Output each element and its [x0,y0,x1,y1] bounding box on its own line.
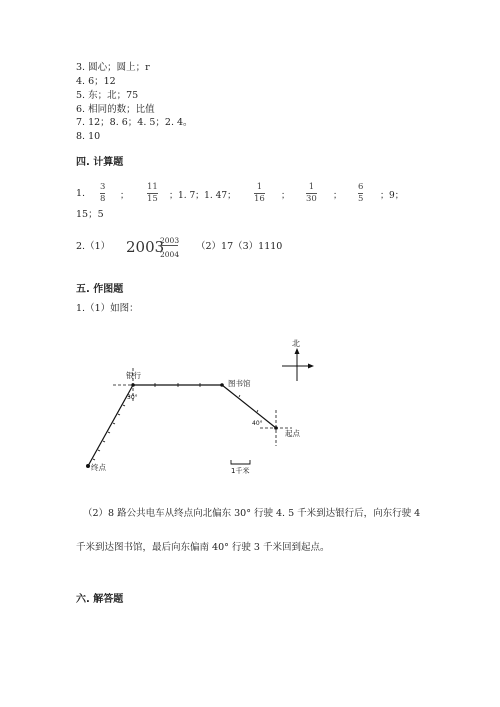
fraction-numerator: 1 [308,182,315,192]
q2-rest: （2）17（3）1110 [196,241,283,252]
section-5-answer-line-1: （2）8 路公共电车从终点向北偏东 30° 行驶 4. 5 千米到达银行后，向东行驶 4 [83,508,421,519]
fraction-denominator: 8 [100,194,106,204]
end-label: 终点 [91,463,106,472]
scale-bar [231,460,250,464]
separator-9: ；9； [380,191,404,201]
separator: ； [120,191,130,201]
section-5-intro: 1.（1）如图： [76,303,139,314]
q2-superscript: 2003 [160,236,180,245]
route-segment-library-to-start [222,385,276,428]
answer-8: 8. 10 [76,131,101,142]
scale-label: 1千米 [231,467,250,475]
answer-5: 5. 东；北；75 [76,90,139,101]
bank-label: 银行 [126,371,141,380]
fraction-numerator: 11 [147,182,158,192]
q1-continuation: 15；5 [76,209,104,220]
bank-point [131,383,135,387]
section-6-title: 六. 解答题 [76,594,124,605]
answer-7: 7. 12；8. 6；4. 5；2. 4。 [76,117,193,128]
fraction-denominator: 30 [306,194,317,204]
fraction-numerator: 3 [100,182,106,192]
section-4-title: 四. 计算题 [76,157,124,168]
answer-3: 3. 圆心；圆上；r [76,62,150,73]
start-angle-label: 40° [252,420,263,427]
fraction-numerator: 6 [358,182,364,192]
section-5-title: 五. 作图题 [76,284,124,295]
answer-6: 6. 相同的数；比值 [76,104,155,115]
answer-4: 4. 6；12 [76,76,116,87]
section-5-answer-line-2: 千米到达图书馆，最后向东偏南 40° 行驶 3 千米回到起点。 [76,542,330,553]
separator: ； [333,191,343,201]
q2-base-number: 2003 [126,238,165,256]
library-point [220,383,224,387]
fraction-denominator: 15 [147,194,158,204]
fraction-denominator: 5 [358,194,364,204]
q2-subscript: 2004 [160,250,180,259]
east-arrowhead [308,364,314,369]
fraction-numerator: 1 [256,182,263,192]
library-label: 图书馆 [228,379,251,388]
separator: ； [281,191,291,201]
bank-angle-label: 30° [127,394,138,401]
start-label: 起点 [285,429,300,438]
start-point [274,426,278,430]
q1-number: 1. [76,188,86,199]
separator-values: ；1. 7；1. 47； [169,191,237,201]
north-label: 北 [292,339,300,348]
north-arrowhead [295,348,300,354]
fraction-denominator: 16 [254,194,265,204]
end-point [86,464,90,468]
q2-label: 2.（1） [76,241,111,252]
